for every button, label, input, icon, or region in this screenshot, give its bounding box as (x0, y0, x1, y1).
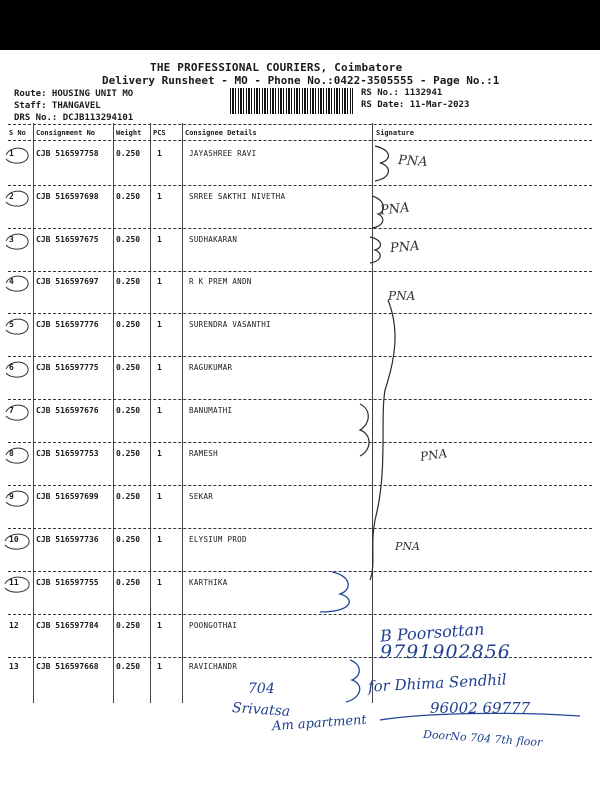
handwritten-pna: PNA (395, 540, 420, 553)
handwritten-address: Am apartment (271, 712, 368, 735)
row-pcs: 1 (157, 449, 162, 458)
row-weight: 0.250 (116, 535, 141, 544)
handwritten-signature: B Poorsottan (379, 619, 485, 646)
doc-subtitle: Delivery Runsheet - MO - Phone No.:0422-3505555 - Page No.:1 (102, 74, 500, 87)
row-pcs: 1 (157, 621, 162, 630)
row-weight: 0.250 (116, 149, 141, 158)
sno-circle-mark (6, 405, 28, 420)
row-sno: 8 (9, 449, 14, 458)
row-pcs: 1 (157, 535, 162, 544)
col-header-weight: Weight (116, 129, 142, 137)
row-consignee: R K PREM ANDN (189, 277, 252, 286)
sno-circle-mark (6, 319, 28, 334)
row-sno: 4 (9, 277, 14, 286)
route: Route: HOUSING UNIT MO (14, 89, 134, 99)
sno-circle-mark (5, 577, 29, 592)
row-consignment: CJB 516597755 (36, 578, 99, 587)
row-weight: 0.250 (116, 406, 141, 415)
signature-bracket-mark (360, 404, 369, 456)
row-weight: 0.250 (116, 320, 141, 329)
sno-circle-mark (6, 234, 28, 249)
handwritten-pna: PNA (379, 200, 411, 219)
row-consignment: CJB 516597697 (36, 277, 99, 286)
col-header-consignee: Consignee Details (185, 129, 257, 137)
signature-bracket-mark (370, 237, 380, 263)
handwritten-note: for Dhima Sendhil (367, 670, 508, 696)
row-consignment: CJB 516597758 (36, 149, 99, 158)
row-pcs: 1 (157, 578, 162, 587)
handwritten-address: DoorNo 704 7th floor (422, 727, 543, 750)
sno-circle-mark (6, 491, 28, 506)
row-sno: 2 (9, 192, 14, 201)
row-consignee: SEKAR (189, 492, 214, 501)
row-consignment: CJB 516597736 (36, 535, 99, 544)
rs-date: RS Date: 11-Mar-2023 (361, 100, 470, 110)
row-sno: 6 (9, 363, 14, 372)
row-consignment: CJB 516597784 (36, 621, 99, 630)
row-consignee: SUDHAKARAN (189, 235, 238, 244)
sno-circle-mark (6, 448, 28, 463)
row-weight: 0.250 (116, 621, 141, 630)
sno-circle-mark (5, 534, 29, 549)
row-weight: 0.250 (116, 578, 141, 587)
handwritten-phone: 9791902856 (380, 641, 511, 663)
row-pcs: 1 (157, 662, 162, 671)
row-sno: 1 (9, 149, 14, 158)
row-pcs: 1 (157, 492, 162, 501)
handwritten-phone: 96002 69777 (430, 699, 531, 717)
col-header-signature: Signature (376, 129, 414, 137)
row-consignment: CJB 516597668 (36, 662, 99, 671)
row-consignment: CJB 516597753 (36, 449, 99, 458)
col-header-pcs: PCS (153, 129, 166, 137)
row-sno: 10 (9, 535, 19, 544)
row-consignment: CJB 516597676 (36, 406, 99, 415)
staff: Staff: THANGAVEL (14, 101, 101, 111)
row-consignee: RAVICHANDR (189, 662, 238, 671)
row-pcs: 1 (157, 363, 162, 372)
row-consignee: RAGUKUMAR (189, 363, 233, 372)
row-weight: 0.250 (116, 662, 141, 671)
row-pcs: 1 (157, 406, 162, 415)
handwritten-pna: PNA (419, 446, 449, 464)
row-consignee: KARTHIKA (189, 578, 228, 587)
row-consignee: SRREE SAKTHI NIVETHA (189, 192, 286, 201)
row-sno: 3 (9, 235, 14, 244)
row-pcs: 1 (157, 320, 162, 329)
doc-title: THE PROFESSIONAL COURIERS, Coimbatore (150, 61, 403, 74)
col-header-consignment: Consignment No (36, 129, 96, 137)
sno-circle-mark (6, 362, 28, 377)
col-header-sno: S No (9, 129, 26, 137)
row-weight: 0.250 (116, 492, 141, 501)
handwritten-pna: PNA (388, 289, 416, 303)
row-weight: 0.250 (116, 449, 141, 458)
row-weight: 0.250 (116, 192, 141, 201)
row-sno: 9 (9, 492, 14, 501)
row-consignment: CJB 516597698 (36, 192, 99, 201)
row-weight: 0.250 (116, 277, 141, 286)
row-pcs: 1 (157, 192, 162, 201)
sno-circle-mark (6, 276, 28, 291)
row-pcs: 1 (157, 235, 162, 244)
row-weight: 0.250 (116, 235, 141, 244)
row-consignee: BANUMATHI (189, 406, 233, 415)
row-consignee: JAYASHREE RAVI (189, 149, 257, 158)
signature-bracket-mark (346, 660, 360, 702)
row-consignment: CJB 516597776 (36, 320, 99, 329)
signature-stroke-mark (370, 300, 395, 580)
sno-circle-mark (6, 148, 28, 163)
handwritten-address: 704 (248, 681, 275, 697)
handwritten-pna: PNA (389, 238, 421, 257)
sno-circle-mark (6, 191, 28, 206)
row-weight: 0.250 (116, 363, 141, 372)
row-consignment: CJB 516597675 (36, 235, 99, 244)
row-consignee: RAMESH (189, 449, 218, 458)
row-consignment: CJB 516597699 (36, 492, 99, 501)
row-consignee: SURENDRA VASANTHI (189, 320, 271, 329)
row-pcs: 1 (157, 277, 162, 286)
drs-number: DRS No.: DCJB113294101 (14, 113, 134, 123)
handwritten-pna: PNA (397, 152, 429, 171)
row-sno: 13 (9, 662, 19, 671)
row-sno: 12 (9, 621, 19, 630)
handwritten-address: Srivatsa (231, 699, 291, 721)
row-sno: 7 (9, 406, 14, 415)
row-consignment: CJB 516597775 (36, 363, 99, 372)
row-pcs: 1 (157, 149, 162, 158)
row-consignee: POONGOTHAI (189, 621, 238, 630)
row-sno: 5 (9, 320, 14, 329)
signature-bracket-mark (375, 146, 388, 181)
rs-number: RS No.: 1132941 (361, 88, 443, 98)
row-sno: 11 (9, 578, 19, 587)
row-consignee: ELYSIUM PROD (189, 535, 247, 544)
signature-bracket-mark (320, 572, 349, 612)
